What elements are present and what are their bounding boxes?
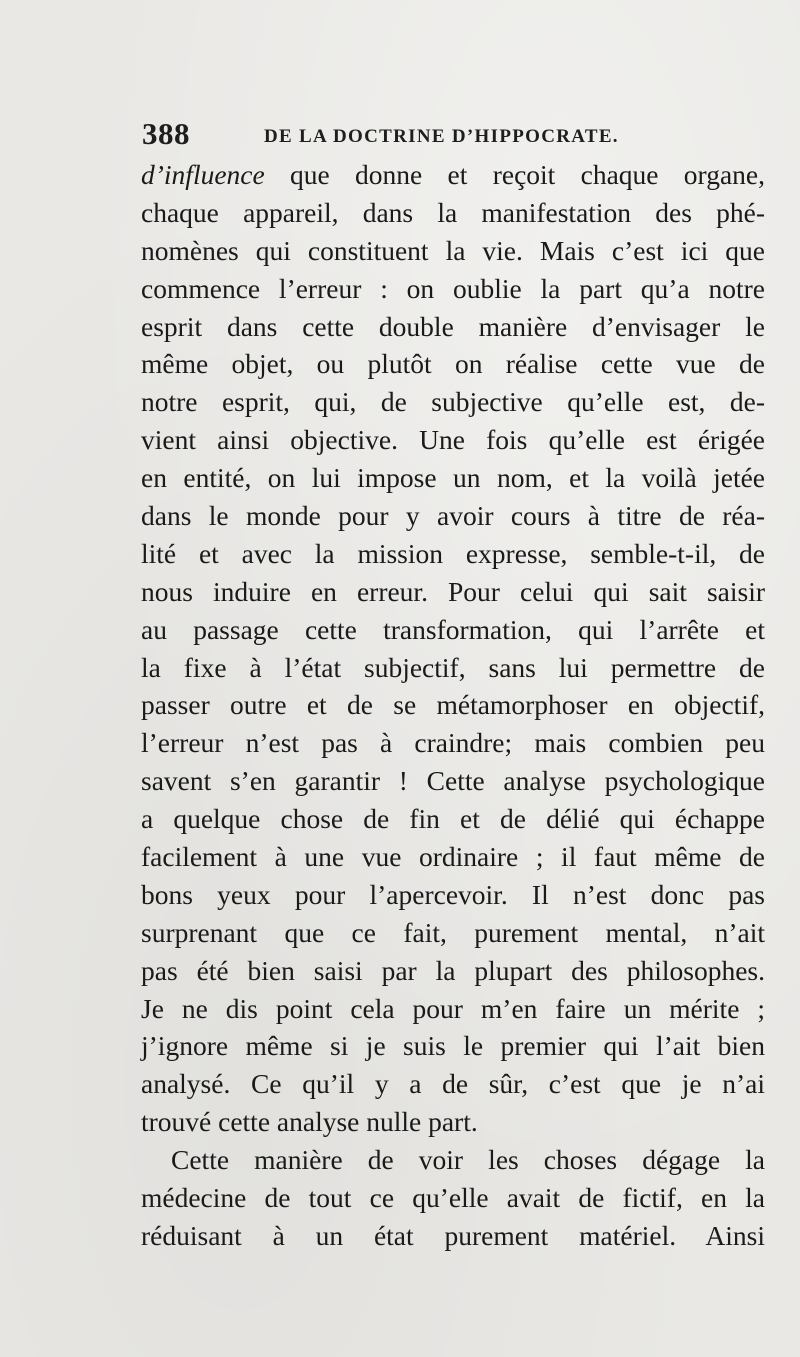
paragraph-end-line: trouvé cette analyse nulle part. xyxy=(141,1106,478,1138)
italic-term: d’influence xyxy=(141,159,265,190)
text-line: dans le monde pour y avoir cours à titre de réa- xyxy=(141,500,765,532)
text-line: commence l’erreur : on oublie la part qu’a notre xyxy=(141,272,765,304)
text-line: Je ne dis point cela pour m’en faire un mérite ; xyxy=(141,992,765,1024)
text-line: en entité, on lui impose un nom, et la voilà jetée xyxy=(141,462,765,494)
running-title: DE LA DOCTRINE D’HIPPOCRATE. xyxy=(264,126,619,147)
text-line: analysé. Ce qu’il y a de sûr, c’est que je n’ai xyxy=(141,1068,765,1100)
page-number: 388 xyxy=(142,116,190,151)
text-line: réduisant à un état purement matériel. Ainsi xyxy=(141,1219,765,1251)
page-header xyxy=(142,116,762,156)
text-line: la fixe à l’état subjectif, sans lui permettre de xyxy=(141,651,765,683)
text-line: passer outre et de se métamorphoser en objectif, xyxy=(141,689,765,721)
text-line xyxy=(141,156,765,194)
text-line: facilement à une vue ordinaire ; il faut même de xyxy=(141,841,765,873)
text-line: savent s’en garantir ! Cette analyse psychologique xyxy=(141,765,765,797)
text-line: lité et avec la mission expresse, semble-t-il, de xyxy=(141,537,765,569)
text-line: même objet, ou plutôt on réalise cette vue de xyxy=(141,348,765,380)
text-line: notre esprit, qui, de subjective qu’elle est, de- xyxy=(141,386,765,418)
text-line: j’ignore même si je suis le premier qui l’ait bien xyxy=(141,1030,765,1062)
text-line: médecine de tout ce qu’elle avait de fictif, en la xyxy=(141,1182,765,1214)
paragraph-start-line: Cette manière de voir les choses dégage la xyxy=(171,1144,765,1176)
text-line: bons yeux pour l’apercevoir. Il n’est donc pas xyxy=(141,878,765,910)
text-line: au passage cette transformation, qui l’arrête et xyxy=(141,613,765,645)
text-line: vient ainsi objective. Une fois qu’elle est érigée xyxy=(141,424,765,456)
text-line-rest: que donne et reçoit chaque organe, xyxy=(264,159,765,190)
text-line: pas été bien saisi par la plupart des philosophes. xyxy=(141,954,765,986)
text-line: l’erreur n’est pas à craindre; mais combien peu xyxy=(141,727,765,759)
text-line: a quelque chose de fin et de délié qui échappe xyxy=(141,803,765,835)
text-line: nous induire en erreur. Pour celui qui sait saisir xyxy=(141,575,765,607)
text-line: chaque appareil, dans la manifestation des phé- xyxy=(141,196,765,228)
text-line: surprenant que ce fait, purement mental, n’ait xyxy=(141,916,765,948)
page-body xyxy=(141,156,765,1255)
text-line: esprit dans cette double manière d’envisager le xyxy=(141,310,765,342)
text-line: nomènes qui constituent la vie. Mais c’est ici que xyxy=(141,234,765,266)
